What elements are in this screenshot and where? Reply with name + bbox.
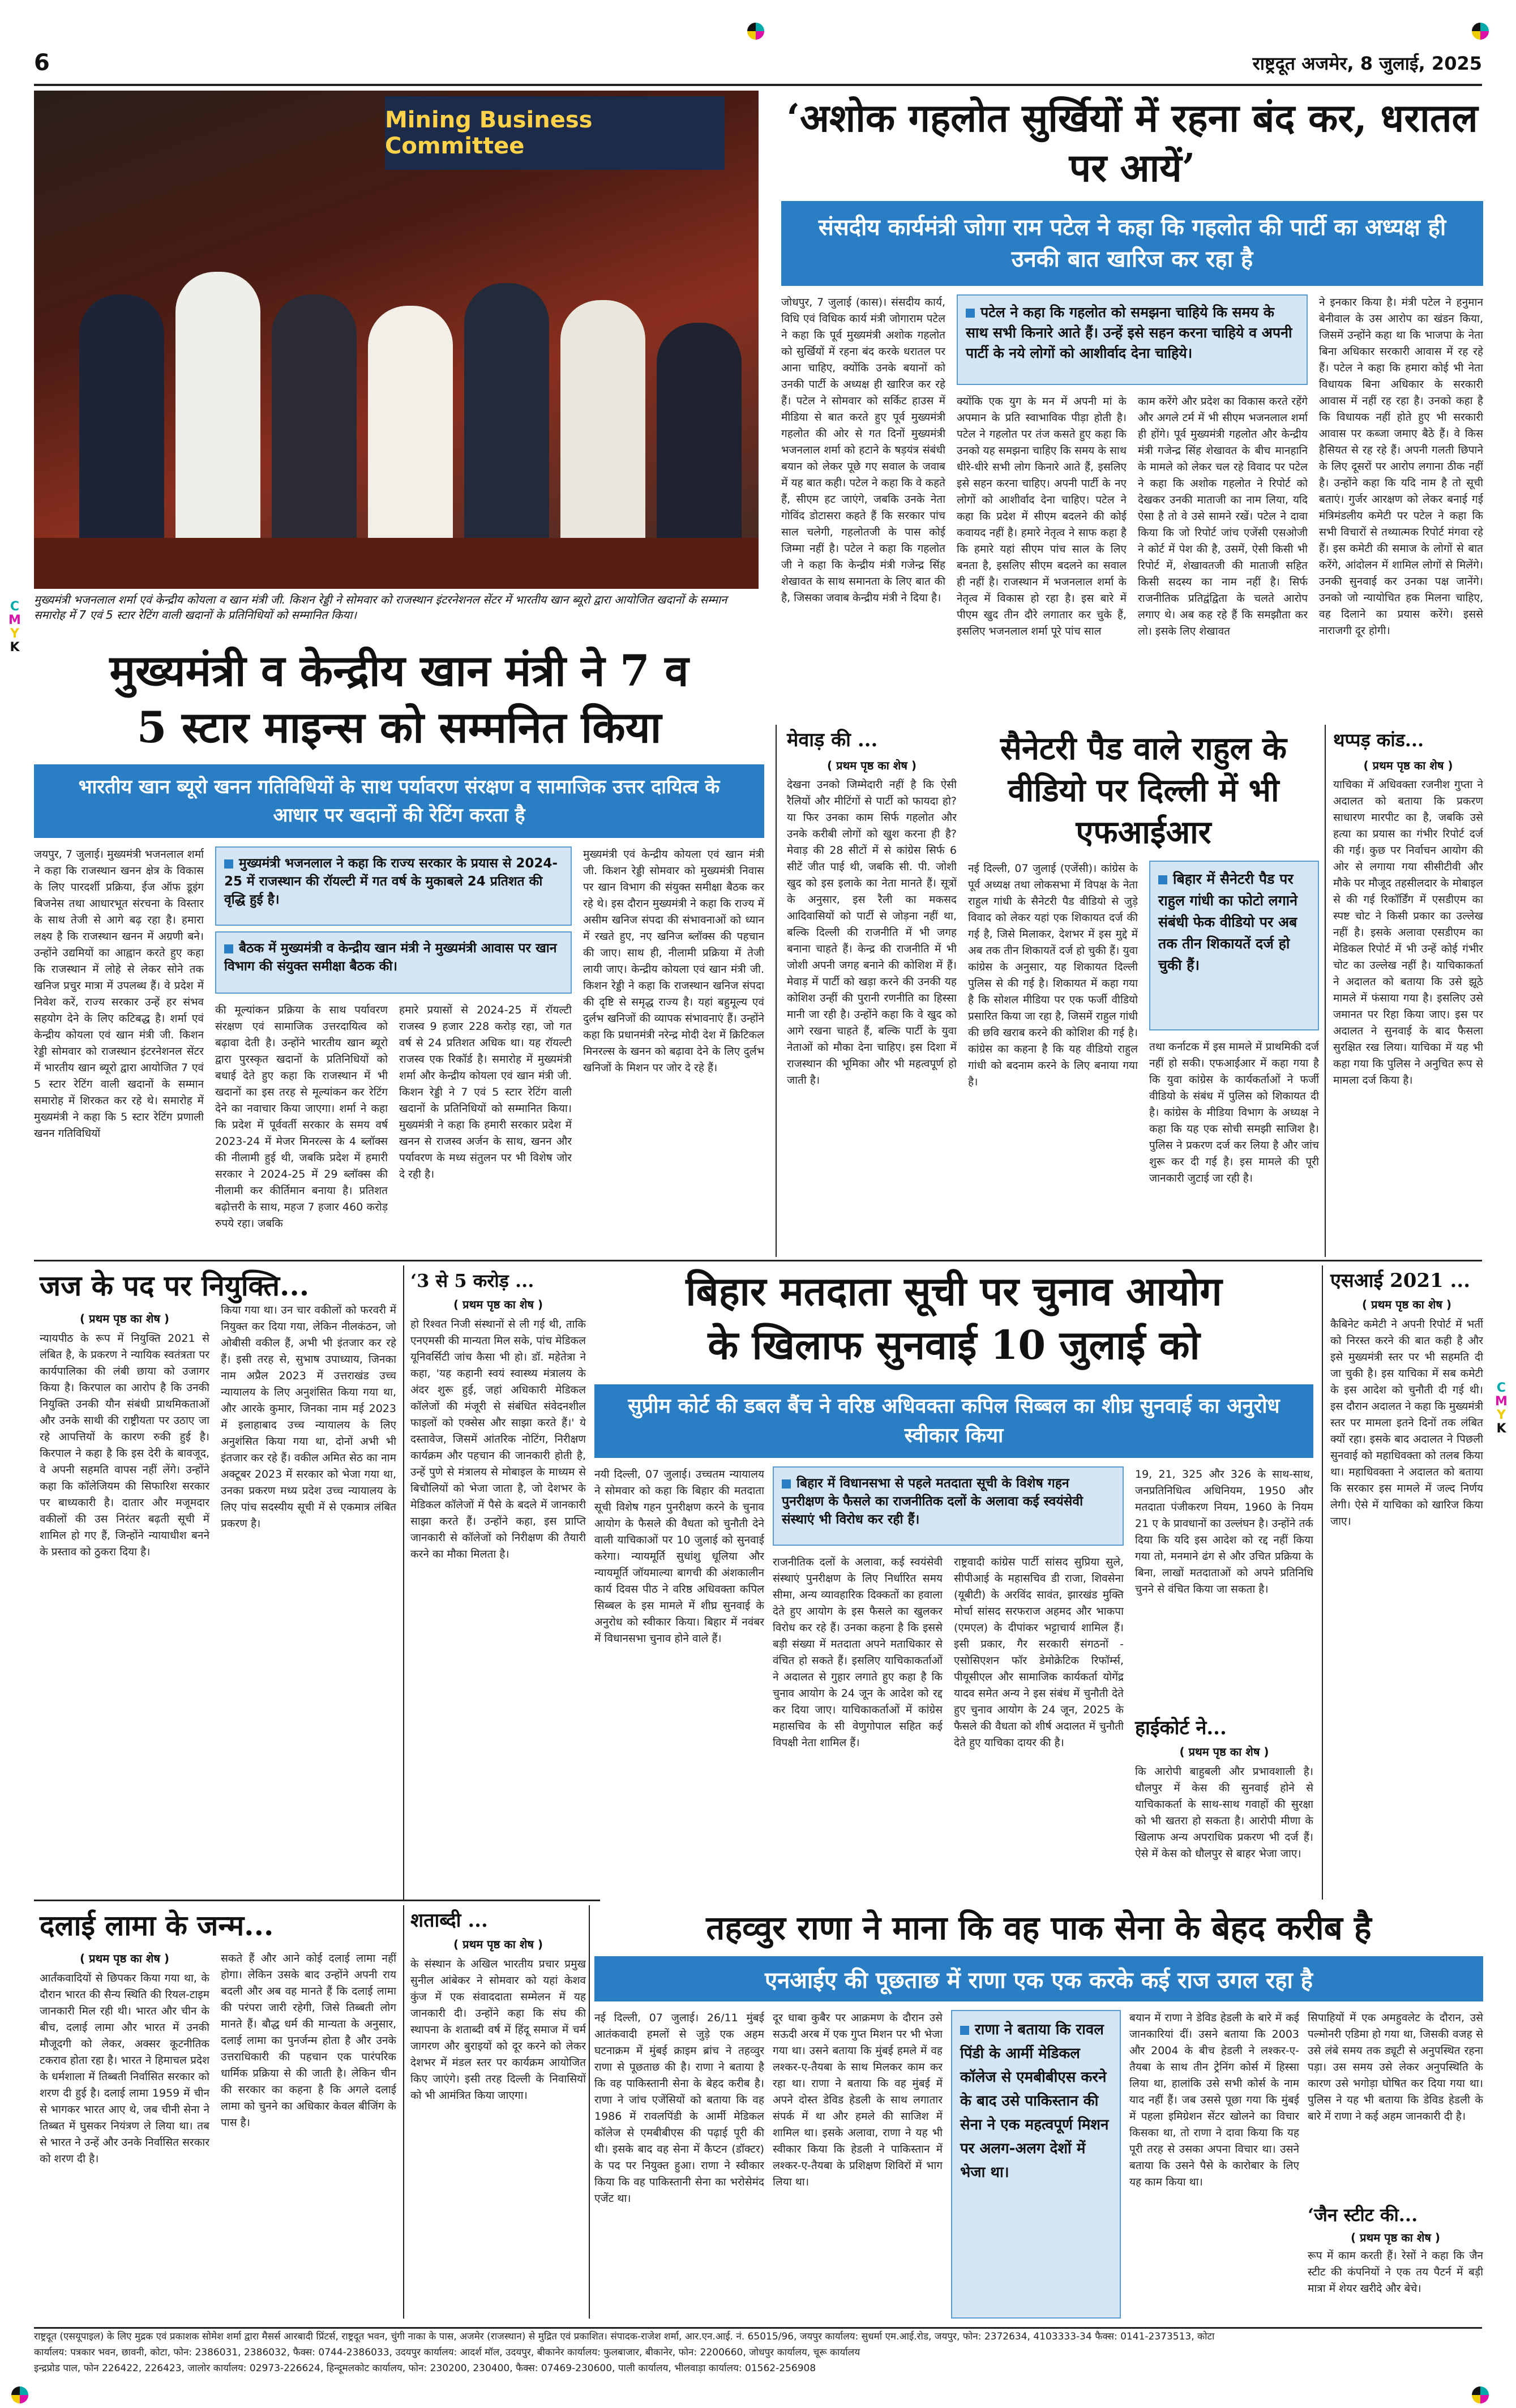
gehlot-col-1: जोधपुर, 7 जुलाई (कास)। संसदीय कार्य, विधि एवं विधिक कार्य मंत्री जोगाराम पटेल ने कहा कि पूर्व मुख्यमंत्री अशोक गहलोत को सुर्खियों में रहना बंद करके धरातल पर आना चाहिए, क्योंकि उनके बयानों को उनकी पार्टी के अध्यक्ष ही खारिज कर रहे हैं। पटेल ने सोमवार को सर्किट हाउस में मीडिया से बात करते हुए पूर्व मुख्यमंत्री गहलोत की ओर से गत दिनों मुख्यमंत्री भजनलाल शर्मा को हटाने के षड़यंत्र संबंधी बयान को लेकर पूछे गए सवाल के जवाब में यह बात कही। पटेल ने कहा कि वे कहते हैं, सीएम हट जाएंगे, जबकि उनके नेता गोविंद डोटासरा कहते हैं कि सरकार पांच साल चलेगी, गहलोतजी के पास कोई जिम्मा नहीं है। पटेल ने कहा कि गहलोत जी ने कहा कि केन्द्रीय मंत्री गजेन्द्र सिंह शेखावत के साथ समानता के लिए बात की है, जिसका जवाब केन्द्रीय मंत्री ने दिया है।: [781, 296, 945, 604]
rahul-highlight: [1149, 861, 1319, 1030]
crore-continued-label: ( प्रथम पृष्ठ का शेष ): [453, 1298, 543, 1311]
registration-mark: [747, 23, 764, 40]
mines-col-2: की मूल्यांकन प्रक्रिया के साथ पर्यावरण संरक्षण एवं सामाजिक उत्तरदायित्व को बढ़ावा देती है। उन्होंने भारतीय खान ब्यूरो द्वारा पुरस्कृत खदानों के प्रतिनिधियों को बधाई देते हुए कहा कि राजस्थान में भी खदानों का इस तरह से मूल्यांकन कर रेटिंग देने का नवाचार किया जाएगा। शर्मा ने कहा कि प्रदेश में पूर्ववर्ती सरकार के समय वर्ष 2023-24 में मेजर मिनरल्स के 4 ब्लॉक्स की नीलामी हुई थी, जबकि प्रदेश में हमारी सरकार ने 2024-25 में 29 ब्लॉक्स की नीलामी कर कीर्तिमान बनाया है। प्रतिशत बढ़ोत्तरी के साथ, महज 7 हजार 460 करोड़ रुपये रहा। जबकि: [215, 1004, 388, 1230]
registration-mark: [1472, 23, 1489, 40]
judge-col-1: न्यायपीठ के रूप में नियुक्ति 2021 से लंबित है, के प्रकरण ने न्यायिक स्वतंत्रता पर कार्यपालिका की लंबी छाया को उजागर किया है। किरपाल का आरोप है कि उनकी नियुक्ति उनकी यौन संबंधी प्राथमिकताओं और उनके साथी की राष्ट्रीयता पर उठाए जा रहे आपत्तियों के कारण रुकी हुई है। किरपाल ने कहा है कि इस देरी के बावजूद, वे अपनी सहमति वापस नहीं लेंगे। उन्होंने कहा कि कॉलेजियम की सिफारिश सरकार पर बाध्यकारी है। दातार और मजूमदार वकीलों की उस निरंतर बढ़ती सूची में शामिल हो गए हैं, जिन्होंने न्यायाधीश बनने के प्रस्ताव को ठुकरा दिया है।: [40, 1332, 209, 1558]
gehlot-headline: ‘अशोक गहलोत सुर्खियों में रहना बंद कर, धरातल पर आयें’: [786, 96, 1478, 191]
mewad-heading: मेवाड़ की ...: [787, 729, 878, 751]
bihar-col-3: राष्ट्रवादी कांग्रेस पार्टी सांसद सुप्रिया सुले, सीपीआई के महासचिव डी राजा, शिवसेना (यूबीटी) के अरविंद सावंत, झारखंड मुक्ति मोर्चा सांसद सरफराज अहमद और भाकपा (एमएल) के दीपांकर भट्टाचार्य शामिल हैं। इसी प्रकार, गैर सरकारी संगठनों - एसोसिएशन फॉर डेमोक्रेटिक रिफॉर्म्स, पीयूसीएल और सामाजिक कार्यकर्ता योगेंद्र यादव समेत अन्य ने इस संबंध में चुनौती देते हुए चुनाव आयोग के 24 जून, 2025 के फैसले की वैधता को शीर्ष अदालत में चुनौती देते हुए याचिका दायर की है।: [954, 1556, 1124, 1749]
column-rule: [1325, 725, 1326, 1257]
sai-heading: एसआई 2021 ...: [1330, 1269, 1471, 1292]
gehlot-deck: संसदीय कार्यमंत्री जोगा राम पटेल ने कहा कि गहलोत की पार्टी का अध्यक्ष ही उनकी बात खारिज कर रहा है: [781, 201, 1483, 286]
gehlot-col-4: ने इनकार किया है। मंत्री पटेल ने हनुमान बेनीवाल के उस आरोप का खंडन किया, जिसमें उन्होंने कहा था कि भाजपा के नेता बिना अधिकार सरकारी आवास में रह रहे हैं। पटेल ने कहा कि हमारा कोई भी नेता विधायक बिना अधिकार के सरकारी आवास में नहीं रह रहा है। उनको कहा है कि विधायक नहीं होते हुए भी सरकारी आवास पर कब्जा जमाए बैठे हैं। वे किस हैसियत से रह रहे हैं। अपनी गलती छिपाने के लिए दूसरों पर आरोप लगाना ठीक नहीं है। उन्होंने कहा कि यदि नाम है तो सूची बताएं। गुर्जर आरक्षण को लेकर बनाई गई मंत्रिमंडलीय कमेटी पर पटेल ने कहा कि सभी विचारों से तथ्यात्मक रिपोर्ट मंगवा रहे हैं। इस कमेटी की समाज के लोगों से बात करेंगे, आंदोलन में शामिल लोगों से मिलेंगे। उनकी सुनवाई कर उनका पक्ष जानेंगे। उनको जो न्यायोचित हक मिलना चाहिए, वह दिलाने का प्रयास करेंगे। इससे नाराजगी दूर होगी।: [1319, 296, 1483, 637]
thappad-continued-label: ( प्रथम पृष्ठ का शेष ): [1363, 759, 1453, 772]
imprint-line-1: राष्ट्रदूत (एसयूपाइल) के लिए मुद्रक एवं प्रकाशक सोमेश शर्मा द्वारा मैसर्स आरबादी प्रिंटर्स, राष्ट्रदूत भवन, चुंगी नाका के पास, अजमेर (राजस्थान) से मुद्रित एवं प्रकाशित। संपादक-राजेश शर्मा, आर.एन.आई. नं. 65015/96, जयपुर कार्यालय: सुधर्मा एम.आई.रोड, जयपुर, फोन: 2372634, 4103333-34 फैक्स: 0141-2373513, कोटा: [34, 2331, 1215, 2342]
rana-highlight-text: राणा ने बताया कि रावल पिंडी के आर्मी मेडिकल कॉलेज से एमबीबीएस करने के बाद उसे पाकिस्तान की सेना ने एक महत्वपूर्ण मिशन पर अलग-अलग देशों में भेजा था।: [960, 2021, 1109, 2181]
imprint-line-3: इन्द्रप्रोड पाल, फोन 226422, 226423, जालोर कार्यालय: 02973-226624, हिन्दूमलकोट कार्यालय, फोन: 230200, 230400, फैक्स: 07469-230600, पाली कार्यालय, भीलवाड़ा कार्यालय: 01562-256908: [34, 2363, 816, 2374]
judge-col-2: किया गया था। उन चार वकीलों को फरवरी में नियुक्त कर दिया गया, लेकिन नीलकंठन, जो ओबीसी वकील हैं, अभी भी इंतजार कर रहे हैं। इसी तरह से, सुभाष उपाध्याय, जिनका नाम अप्रैल 2023 में उत्तराखंड उच्च न्यायालय के लिए अनुशंसित किया गया था, और आरके कुमार, जिनका नाम मई 2023 में इलाहाबाद उच्च न्यायालय के लिए अनुशंसित किया गया था, दोनों अभी भी इंतजार कर रहे हैं। वकील अमित सेठ का नाम अक्टूबर 2023 में सरकार को भेजा गया था, उनका प्रकरण मध्य प्रदेश उच्च न्यायालय के लिए पांच सदस्यीय सूची में से एकमात्र लंबित प्रकरण है।: [221, 1304, 396, 1530]
jain-text: रूप में काम करती हैं। रेसों ने कहा कि जैन स्टीट की कंपनियों ने एक तय पैटर्न में बड़ी मात्रा में शेयर खरीदे और बेचे।: [1308, 2249, 1483, 2295]
shatabdi-heading: शताब्दी ...: [410, 1909, 488, 1932]
thappad-text: याचिका में अधिवक्ता रजनीश गुप्ता ने अदालत को बताया कि प्रकरण साधारण मारपीट का है, जबकि उसे हत्या का प्रयास का गंभीर रिपोर्ट दर्ज की गई। कुछ पर निर्वाचन आयोग की ओर से लगाया गया सीसीटीवी और मौके पर मौजूद तहसीलदार के मोबाइल से की गई रिकॉर्डिंग में एसडीएम का स्पष्ट चोट ने किसी प्रकार का उल्लेख नहीं है। इसके अलावा एसडीएम का मेडिकल रिपोर्ट में भी उन्हें कोई गंभीर चोट का उल्लेख नहीं है। याचिकाकर्ता ने अदालत को बताया कि उसे झूठे मामले में फंसाया गया है। इसलिए उसे जमानत पर रिहा किया जाए। इस पर अदालत ने सुनवाई के बाद फैसला सुरक्षित रख लिया। याचिका में यह भी कहा गया कि पुलिस ने अनुचित रूप से मामला दर्ज किया है।: [1333, 779, 1483, 1087]
column-rule: [776, 725, 777, 1257]
bihar-col-1: नयी दिल्ली, 07 जुलाई। उच्चतम न्यायालय ने सोमवार को कहा कि बिहार की मतदाता सूची विशेष गहन पुनरीक्षण करने के चुनाव आयोग के फैसले की वैधता को चुनौती देने वाली याचिकाओं पर 10 जुलाई को सुनवाई करेगा। न्यायमूर्ति सुधांशु धूलिया और न्यायमूर्ति जॉयमाल्या बागची की अंशकालीन कार्य दिवस पीठ ने वरिष्ठ अधिवक्ता कपिल सिब्बल के इस मामले में शीघ्र सुनवाई के अनुरोध को स्वीकार किया। बिहार में नवंबर में विधानसभा चुनाव होने वाले हैं।: [594, 1468, 764, 1645]
mines-highlight-1: [215, 846, 572, 926]
jain-continued-label: ( प्रथम पृष्ठ का शेष ): [1350, 2231, 1441, 2244]
bihar-deck: सुप्रीम कोर्ट की डबल बैंच ने वरिष्ठ अधिवक्ता कपिल सिब्बल का शीघ्र सुनवाई का अनुरोध स्वीकार किया: [594, 1384, 1313, 1458]
judge-continued-label: ( प्रथम पृष्ठ का शेष ): [79, 1312, 170, 1325]
publication-dateline: राष्ट्रदूत अजमेर, 8 जुलाई, 2025: [1252, 53, 1482, 74]
rana-headline: तहव्वुर राणा ने माना कि वह पाक सेना के बेहद करीब है: [706, 1909, 1372, 1947]
mines-col-1: जयपुर, 7 जुलाई। मुख्यमंत्री भजनलाल शर्मा ने कहा कि राजस्थान खनन क्षेत्र के विकास के लिए पारदर्शी प्रक्रिया, ईज ऑफ डूइंग बिजनेस तथा आधारभूत संरचना के विस्तार के साथ तेजी से आगे बढ़ रहा है। हमारा लक्ष्य है कि राजस्थान खनन में अग्रणी बने। उन्होंने उद्यमियों का आह्वान करते हुए कहा कि राजस्थान में लोहे से लेकर सोने तक खनिज प्रचुर मात्रा में उपलब्ध हैं। वे प्रदेश में निवेश करें, राज्य सरकार उन्हें हर संभव सहयोग देने के लिए कटिबद्ध है। शर्मा एवं केन्द्रीय कोयला एवं खान मंत्री जी. किशन रेड्डी सोमवार को राजस्थान इंटरनेशनल सेंटर में भारतीय खान ब्यूरो द्वारा आयोजित 7 एवं 5 स्टार रेटिंग वाली खदानों के सम्मान समारोह में शिरकत कर रहे थे। समारोह में मुख्यमंत्री ने कहा कि 5 स्टार रेटिंग प्रणाली खनन गतिविधियों: [34, 848, 204, 1140]
mines-col-4: मुख्यमंत्री एवं केन्द्रीय कोयला एवं खान मंत्री जी. किशन रेड्डी सोमवार को मुख्यमंत्री निवास पर खान विभाग की संयुक्त समीक्षा बैठक कर रहे थे। इस दौरान मुख्यमंत्री ने कहा कि राज्य में असीम खनिज संपदा की संभावनाओं को ध्यान में रखते हुए, नए खनिज ब्लॉक्स की पहचान की जाए। साथ ही, नीलामी प्रक्रिया में तेजी लायी जाए। केन्द्रीय कोयला एवं खान मंत्री जी. किशन रेड्डी ने कहा कि राजस्थान खनिज संपदा की दृष्टि से समृद्ध राज्य है। यहां बहुमूल्य एवं दुर्लभ खनिजों की व्यापक संभावनाएं हैं। उन्होंने कहा कि प्रधानमंत्री नरेन्द्र मोदी देश में क्रिटिकल मिनरल्स के खनन को बढ़ावा देने के लिए दुर्लभ खनिजों के मिशन पर जोर दे रहे हैं।: [583, 848, 764, 1074]
rana-highlight: [951, 2010, 1121, 2319]
mines-highlight-2: [215, 931, 572, 994]
column-rule: [1322, 1265, 1323, 1900]
thappad-heading: थप्पड़ कांड...: [1333, 729, 1424, 751]
dalai-continued-label: ( प्रथम पृष्ठ का शेष ): [79, 1952, 170, 1965]
dalai-heading: दलाई लामा के जन्म...: [40, 1909, 274, 1942]
rana-col-1: नई दिल्ली, 07 जुलाई। 26/11 मुंबई आतंकवादी हमलों से जुड़े एक अहम घटनाक्रम में मुंबई क्राइम ब्रांच ने तहव्वुर राणा से पूछताछ की है। राणा ने बताया है कि वह पाकिस्तानी सेना के बेहद करीब है। राणा ने जांच एजेंसियों को बताया कि वह 1986 में रावलपिंडी के आर्मी मेडिकल कॉलेज से एमबीबीएस की पढ़ाई पूरी की थी। इसके बाद वह सेना में कैप्टन (डॉक्टर) के पद पर नियुक्त हुआ। राणा ने स्वीकार किया कि वह पाकिस्तानी सेना का भरोसेमंद एजेंट था।: [594, 2012, 764, 2205]
photo-banner: Mining Business Committee: [385, 96, 725, 170]
bihar-headline-1: बिहार मतदाता सूची पर चुनाव आयोग: [686, 1268, 1222, 1315]
section-rule: [34, 1260, 1482, 1261]
jain-heading: ‘जैन स्टीट की...: [1308, 2204, 1418, 2226]
shatabdi-continued-label: ( प्रथम पृष्ठ का शेष ): [453, 1937, 543, 1951]
gehlot-highlight-text: पटेल ने कहा कि गहलोत को समझना चाहिये कि समय के साथ सभी किनारे आते हैं। उन्हें इसे सहन करना चाहिये व अपनी पार्टी के नये लोगों को आशीर्वाद देना चाहिये।: [966, 304, 1292, 361]
mines-headline-2: 5 स्टार माइन्स को सम्मनित किया: [136, 702, 662, 752]
section-rule: [34, 1900, 600, 1901]
judge-heading: जज के पद पर नियुक्ति...: [40, 1269, 310, 1302]
mines-highlight-1-text: मुख्यमंत्री भजनलाल ने कहा कि राज्य सरकार के प्रयास से 2024-25 में राजस्थान की रॉयल्टी में गत वर्ष के मुकाबले 24 प्रतिशत की वृद्धि हुई है।: [224, 856, 558, 907]
cmyk-marker: C M Y K: [8, 600, 21, 655]
dalai-col-2: सकते हैं और आने कोई दलाई लामा नहीं होगा। लेकिन उसके बाद उन्होंने अपनी राय बदली और अब वह मानते हैं कि दलाई लामा की परंपरा जारी रहेगी, जिसे तिब्बती लोग मानते हैं। बौद्ध धर्म की मान्यता के अनुसार, दलाई लामा का पुनर्जन्म होता है और उनके उत्तराधिकारी की पहचान एक पारंपरिक धार्मिक प्रक्रिया से की जाती है। लेकिन चीन की सरकार का कहना है कि अगले दलाई लामा को चुनने का अधिकार केवल बीजिंग के पास है।: [221, 1952, 396, 2129]
hc-heading: हाईकोर्ट ने...: [1135, 1717, 1227, 1739]
event-photo: [34, 91, 759, 589]
bihar-highlight-text: बिहार में विधानसभा से पहले मतदाता सूची के विशेष गहन पुनरीक्षण के फैसले का राजनीतिक दलों के अलावा कई स्वयंसेवी संस्थाएं भी विरोध कर रही हैं।: [782, 1476, 1084, 1527]
page-header: [34, 50, 1482, 86]
column-rule: [589, 1905, 590, 2319]
photo-caption: मुख्यमंत्री भजनलाल शर्मा एवं केन्द्रीय कोयला व खान मंत्री जी. किशन रेड्डी ने सोमवार को राजस्थान इंटरनेशनल सेंटर में भारतीय खान ब्यूरो द्वारा आयोजित खदानों के सम्मान समारोह में 7 एवं 5 स्टार रेटिंग वाली खदानों के प्रतिनिधियों को सम्मानित किया।: [34, 593, 727, 622]
bihar-col-4: 19, 21, 325 और 326 के साथ-साथ, जनप्रतिनिधित्व अधिनियम, 1950 और मतदाता पंजीकरण नियम, 1960 के नियम 21 ए के प्रावधानों का उल्लंघन है। उन्होंने तर्क दिया कि यदि इस आदेश को रद्द नहीं किया गया तो, मनमाने ढंग से और उचित प्रक्रिया के बिना, लाखों मतदाताओं को अपने प्रतिनिधि चुनने से वंचित किया जा सकता है।: [1135, 1468, 1313, 1596]
page-number: 6: [34, 50, 50, 76]
mines-col-3: हमारे प्रयासों से 2024-25 में रॉयल्टी राजस्व 9 हजार 228 करोड़ रहा, जो गत वर्ष से 24 प्रतिशत अधिक था। यह रॉयल्टी राजस्व एक रिकॉर्ड है। समारोह में मुख्यमंत्री शर्मा और केन्द्रीय कोयला एवं खान मंत्री जी. किशन रेड्डी ने 7 एवं 5 स्टार रेटिंग वाली खदानों के प्रतिनिधियों को सम्मानित किया। मुख्यमंत्री ने कहा कि हमारी सरकार प्रदेश में खनन से राजस्व अर्जन के साथ, खनन और पर्यावरण के मध्य संतुलन पर भी विशेष जोर दे रही है।: [399, 1004, 572, 1181]
shatabdi-text: के संस्थान के अखिल भारतीय प्रचार प्रमुख सुनील आंबेकर ने सोमवार को यहां केशव कुंज में एक संवाददाता सम्मेलन में यह जानकारी दी। उन्होंने कहा कि संघ की स्थापना के शताब्दी वर्ष में हिंदू समाज में चर्म जागरण और बुराइयों को दूर करने को लेकर देशभर में मंडल स्तर पर कार्यक्रम आयोजित किए जाएंगे। इसी तरह दिल्ली के निवासियों को भी आमंत्रित किया जाएगा।: [410, 1958, 586, 2102]
rahul-col-2: तथा कर्नाटक में इस मामले में प्राथमिकी दर्ज नहीं हो सकी। एफआईआर में कहा गया है कि युवा कांग्रेस के कार्यकर्ताओं ने फर्जी वीडियो के संबंध में पुलिस को शिकायत दी है। कांग्रेस के मीडिया विभाग के अध्यक्ष ने कहा कि यह एक सोची समझी साजिश है। पुलिस ने प्रकरण दर्ज कर लिया है और जांच शुरू कर दी गई है। इस मामले की पूरी जानकारी जुटाई जा रही है।: [1149, 1041, 1319, 1184]
dalai-col-1: आर्तंकवादियों से छिपकर किया गया था, के दौरान भारत की सैन्य स्थिति की रियल-टाइम जानकारी मिल रही थी। भारत और चीन के बीच, दलाई लामा और भारत में उनकी मौजूदगी को लेकर, अक्सर कूटनीतिक टकराव होता रहा है। भारत ने हिमाचल प्रदेश के धर्मशाला में तिब्बती निर्वासित सरकार को शरण दी हुई है। दलाई लामा 1959 में चीन से भागकर भारत आए थे, जब चीनी सेना ने तिब्बत में घुसकर नियंत्रण ले लिया था। तब से भारत ने उन्हें और उनके निर्वासित सरकार को शरण दी है।: [40, 1972, 209, 2165]
cmyk-marker: C M Y K: [1495, 1381, 1508, 1436]
imprint-line-2: कार्यालय: पत्रकार भवन, छावनी, कोटा, फोन: 2386031, 2386032, फैक्स: 0744-2386033, उदयपुर कार्यालय: आदर्श मॉल, उदयपुर, बीकानेर कार्यालय: फुलबाजार, बीकानेर, फोन: 2200660, जोधपुर कार्यालय, चूरू कार्यालय: [34, 2347, 860, 2358]
crore-text: हो रिश्वत निजी संस्थानों से ली गई थी, ताकि एनएमसी की मान्यता मिल सके, पांच मेडिकल यूनिवर्सिटी जांच कैसा भी हो। डॉ. महेतेत्रा ने कहा, 'यह कहानी स्वयं स्वास्थ्य मंत्रालय के अंदर शुरू हुई, जहां अधिकारी मेडिकल कॉलेजों की मंजूरी से संबंधित संवेदनशील फाइलों को एक्सेस और साझा करते हैं।' ये दस्तावेज, जिसमें आंतरिक नोटिंग, निरीक्षण कार्यक्रम और पहचान की जानकारी होती है, उन्हें पुणे से मंत्रालय से मोबाइल के माध्यम से बिचौलियों को भेजा जाता है, जो देशभर के मेडिकल कॉलेजों में पैसे के बदले में जानकारी साझा करते हैं। उन्होंने कहा, इस प्राप्ति जानकारी से कॉलेजों को निरीक्षण की तैयारी करने का मौका मिलता है।: [410, 1318, 586, 1560]
rana-col-2: दूर धाबा कुबैर पर आक्रमण के दौरान उसे सऊदी अरब में एक गुप्त मिशन पर भी भेजा गया था। उसने बताया कि मुंबई हमले में वह लश्कर-ए-तैयबा के साथ मिलकर काम कर रहा था। राणा ने बताया कि वह मुंबई में अपने दोस्त डेविड हेडली के साथ लगातार संपर्क में था और हमले की साजिश में शामिल था। इसके अलावा, राणा ने यह भी स्वीकार किया कि हेडली ने पाकिस्तान में लश्कर-ए-तैयबा के प्रशिक्षण शिविरों में भाग लिया था।: [773, 2012, 943, 2188]
bihar-col-2: राजनीतिक दलों के अलावा, कई स्वयंसेवी संस्थाएं पुनरीक्षण के लिए निर्धारित समय सीमा, अन्य व्यावहारिक दिक्कतों का हवाला देते हुए आयोग के इस फैसले का खुलकर विरोध कर रहे हैं। उनका कहना है कि इससे बड़ी संख्या में मतदाता अपने मताधिकार से वंचित हो सकते हैं। इसलिए याचिकाकर्ताओं ने अदालत से गुहार लगाते हुए कहा है कि चुनाव आयोग के 24 जून के आदेश को रद्द कर दिया जाए। याचिकाकर्ताओं में कांग्रेस महासचिव के सी वेणुगोपाल सहित कई विपक्षी नेता शामिल हैं।: [773, 1556, 943, 1749]
registration-mark: [11, 2386, 28, 2403]
column-rule: [403, 1265, 404, 1900]
mines-headline-1: मुख्यमंत्री व केन्द्रीय खान मंत्री ने 7 व: [109, 645, 689, 696]
rahul-highlight-text: बिहार में सैनेटरी पैड पर राहुल गांधी का फोटो लगाने संबंधी फेक वीडियो पर अब तक तीन शिकायतें दर्ज हो चुकी हैं।: [1158, 871, 1298, 973]
crore-heading: ‘3 से 5 करोड़ ...: [410, 1270, 534, 1291]
sai-continued-label: ( प्रथम पृष्ठ का शेष ): [1361, 1298, 1452, 1311]
gehlot-col-2: क्योंकि एक युग के मन में अपनी मां के अपमान के प्रति स्वाभाविक पीड़ा होती है। पटेल ने गहलोत पर तंज कसते हुए कहा कि उनको यह समझना चाहिए कि समय के साथ धीरे-धीरे सभी लोग किनारे आते हैं, इसलिए इसे सहन करना चाहिए। अपनी पार्टी के नए लोगों को आशीर्वाद देना चाहिए। पटेल ने कहा कि प्रदेश में सीएम बदलने की कोई कवायद नहीं है। हमारे नेतृत्व ने साफ कहा है कि हमारे यहां सीएम पांच साल के लिए बनता है, इसलिए सीएम बदलने का सवाल ही नहीं है। राजस्थान में भजनलाल शर्मा के नेतृत्व में विकास हो रहा है। इस बारे में पीएम खुद तीन दौरे लगातार कर चुके हैं, इसलिए भजनलाल शर्मा पूरे पांच साल: [957, 395, 1127, 638]
column-rule: [403, 1905, 404, 2319]
rahul-headline: सैनेटरी पैड वाले राहुल के वीडियो पर दिल्ली में भी एफआईआर: [1000, 730, 1287, 851]
bihar-highlight: [773, 1466, 1124, 1546]
hc-continued-label: ( प्रथम पृष्ठ का शेष ): [1179, 1745, 1269, 1759]
sai-text: कैबिनेट कमेटी ने अपनी रिपोर्ट में भर्ती को निरस्त करने की बात कही है और इसे मुख्यमंत्री स्तर पर भी सहमति दी जा चुकी है। इस याचिका में सब कमेटी के इस आदेश को चुनौती दी गई थी। इस दौरान अदालत ने कहा कि मुख्यमंत्री स्तर पर मामला इतने दिनों तक लंबित क्यों रहा। इसके बाद अदालत ने पिछली सुनवाई को महाधिवक्ता को तलब किया था। महाधिवक्ता ने अदालत को बताया कि सरकार इस मामले में जल्द निर्णय लेगी। ऐसे में याचिका को खारिज किया जाए।: [1330, 1318, 1483, 1528]
mines-deck: भारतीय खान ब्यूरो खनन गतिविधियों के साथ पर्यावरण संरक्षण व सामाजिक उत्तर दायित्व के आधार पर खदानों की रेटिंग करता है: [34, 764, 764, 838]
rahul-col-1: नई दिल्ली, 07 जुलाई (एजेंसी)। कांग्रेस के पूर्व अध्यक्ष तथा लोकसभा में विपक्ष के नेता राहुल गांधी के सैनेटरी पैड वीडियो से जुड़े विवाद को लेकर यहां एक शिकायत दर्ज की गई है, जिसे मिलाकर, देशभर में इस मुद्दे में अब तक तीन शिकायतें दर्ज हो चुकी हैं। युवा कांग्रेस के अनुसार, यह शिकायत दिल्ली पुलिस से की गई है। शिकायत में कहा गया है कि सोशल मीडिया पर एक फर्जी वीडियो प्रसारित किया जा रहा है, जिसमें राहुल गांधी की छवि खराब करने की कोशिश की गई है। कांग्रेस का कहना है कि यह वीडियो राहुल गांधी को बदनाम करने के लिए बनाया गया है।: [968, 862, 1138, 1088]
mewad-text: देखना उनको जिम्मेदारी नहीं है कि ऐसी रैलियों और मीटिंगों से पार्टी को फायदा हो? या फिर उनका काम सिर्फ गहलोत और उनके करीबी लोगों को खुश करना ही है? मेवाड़ की 28 सीटों में से कांग्रेस सिर्फ 6 सीटें जीत पाई थी, जबकि सी. पी. जोशी खुद को इस इलाके का नेता मानते हैं। सूत्रों के अनुसार, इस रैली का मकसद आदिवासियों को पार्टी से जोड़ना नहीं था, बल्कि दिल्ली की राजनीति में भी जगह बनाना चाहते हैं। केन्द्र की राजनीति में भी जोशी अपनी जगह बनाने की कोशिश में हैं। मेवाड़ में पार्टी को खड़ा करने की उनकी यह कोशिश उन्हीं की पुरानी रणनीति का हिस्सा मानी जा रही है। उन्होंने कहा कि वे खुद को आगे रखना चाहते हैं, बल्कि पार्टी के युवा नेताओं को मौका देना चाहिए। इस दिशा में राजस्थान की भूमिका और भी महत्वपूर्ण हो जाती है।: [787, 779, 957, 1087]
gehlot-col-3: काम करेंगे और प्रदेश का विकास करते रहेंगे और अगले टर्म में भी सीएम भजनलाल शर्मा ही होंगे। पूर्व मुख्यमंत्री गहलोत और केन्द्रीय मंत्री गजेन्द्र सिंह शेखावत के बीच मानहानि के मामले को लेकर चल रहे विवाद पर पटेल ने कहा कि अशोक गहलोत ने रिपोर्ट को देखकर उनकी माताजी का नाम लिया, यदि ऐसा है तो वे उसे सामने रखें। पटेल ने दावा किया कि जो रिपोर्ट जांच एजेंसी एसओजी ने कोर्ट में पेश की है, उसमें, ऐसी किसी भी रिपोर्ट में, शेखावतजी की माताजी सहित किसी सदस्य का नाम नहीं है। सिर्फ राजनीतिक प्रतिद्वंद्विता के चलते आरोप लगाए थे। अब कह रहे हैं कि समझौता कर लो। इसके लिए शेखावत: [1138, 395, 1308, 638]
imprint-footer: [34, 2327, 1482, 2391]
hc-text: कि आरोपी बाहुबली और प्रभावशाली है। धौलपुर में केस की सुनवाई होने से याचिकाकर्ता के साथ-साथ गवाहों की सुरक्षा को भी खतरा हो सकता है। आरोपी मीणा के खिलाफ अन्य अपराधिक प्रकरण भी दर्ज हैं। ऐसे में केस को धौलपुर से बाहर भेजा जाए।: [1135, 1765, 1313, 1860]
rana-deck: एनआईए की पूछताछ में राणा एक एक करके कई राज उगल रहा है: [594, 1956, 1483, 2001]
rana-col-4: सिपाहियों में एक अमहुवलेट के दौरान, उसे पल्मोनरी एडिमा हो गया था, जिसकी वजह से उसे लंबे समय तक ड्यूटी से अनुपस्थित रहना पड़ा। उस समय उसे लेकर अनुपस्थिति के कारण उसे भगोड़ा घोषित कर दिया गया था। पुलिस ने यह भी बताया कि डेविड हेडली के बारे में राणा ने कई अहम जानकारी दी है।: [1308, 2012, 1483, 2123]
rana-col-3: बयान में राणा ने डेविड हेडली के बारे में कई जानकारियां दीं। उसने बताया कि 2003 और 2004 के बीच हेडली ने लश्कर-ए-तैयबा के साथ तीन ट्रेनिंग कोर्स में हिस्सा लिया था, हालांकि उसे सभी कोर्स के नाम याद नहीं हैं। जब उससे पूछा गया कि मुंबई में पहला इमिग्रेशन सेंटर खोलने का विचार किसका था, तो राणा ने दावा किया कि यह पूरी तरह से उसका अपना विचार था। उसने बताया कि उसने पैसे के कारोबार के लिए यह काम किया था।: [1129, 2012, 1299, 2188]
bihar-headline-2: के खिलाफ सुनवाई 10 जुलाई को: [708, 1321, 1200, 1368]
gehlot-highlight: [957, 294, 1308, 385]
mines-highlight-2-text: बैठक में मुख्यमंत्री व केन्द्रीय खान मंत्री ने मुख्यमंत्री आवास पर खान विभाग की संयुक्त समीक्षा बैठक की।: [224, 941, 557, 974]
mewad-continued-label: ( प्रथम पृष्ठ का शेष ): [826, 759, 917, 772]
